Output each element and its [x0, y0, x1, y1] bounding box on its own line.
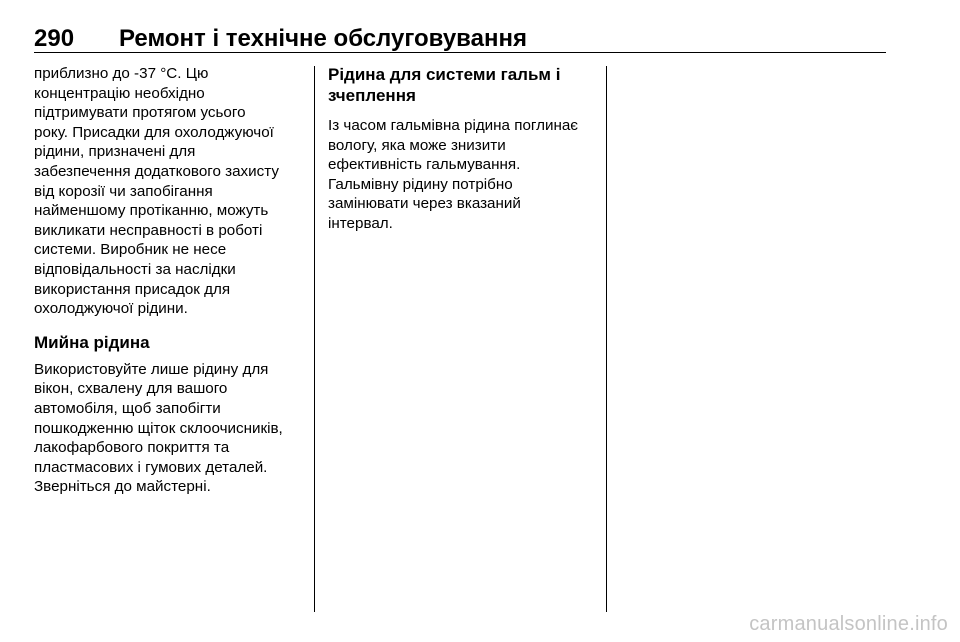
text-line: Зверніться до майстерні. [34, 478, 211, 496]
text-line: Використовуйте лише рідину для [34, 360, 269, 378]
text-line: інтервал. [328, 214, 393, 232]
text-line: ефективність гальмування. [328, 156, 521, 174]
page-header [34, 20, 886, 53]
page-number: 290 [34, 25, 75, 52]
text-line: найменшому протіканню, можуть [34, 202, 269, 220]
text-line: автомобіля, щоб запобігти [34, 399, 221, 417]
watermark: carmanualsonline.info [749, 613, 948, 635]
text-line: лакофарбового покриття та [34, 439, 230, 457]
brake-fluid-heading [328, 64, 596, 106]
heading-line: Рідина для системи гальм і [328, 65, 561, 84]
text-line: приблизно до -37 °C. Цю [34, 65, 209, 82]
coolant-continuation-paragraph [34, 64, 302, 319]
text-line: системи. Виробник не несе [34, 241, 227, 259]
text-column-middle [328, 64, 596, 234]
column-divider-right [606, 66, 607, 612]
text-line: підтримувати протягом усього [34, 104, 246, 122]
page-title: Ремонт і технічне обслуговування [119, 25, 527, 52]
heading-line: зчеплення [328, 86, 416, 105]
text-line: відповідальності за наслідки [34, 260, 236, 278]
washer-fluid-paragraph [34, 360, 302, 497]
text-line: пошкодженню щіток склоочисників, [34, 419, 283, 437]
text-line: року. Присадки для охолоджуючої [34, 123, 274, 141]
brake-fluid-paragraph [328, 116, 596, 234]
text-line: вологу, яка може знизити [328, 136, 506, 154]
text-line: Із часом гальмівна рідина поглинає [328, 117, 579, 134]
text-line: Гальмівну рідину потрібно [328, 175, 513, 193]
text-line: забезпечення додаткового захисту [34, 162, 279, 180]
text-line: концентрацію необхідно [34, 84, 205, 102]
text-line: викликати несправності в роботі [34, 221, 263, 239]
text-line: від корозії чи запобігання [34, 182, 213, 200]
washer-fluid-heading: Мийна рідина [34, 332, 150, 352]
text-line: вікон, схвалену для вашого [34, 380, 228, 398]
text-line: охолоджуючої рідини. [34, 300, 188, 318]
text-line: використання присадок для [34, 280, 231, 298]
text-line: пластмасових і гумових деталей. [34, 458, 268, 476]
column-divider-left [314, 66, 315, 612]
text-line: рідини, призначені для [34, 143, 196, 161]
text-column-left [34, 64, 302, 497]
text-line: замінювати через вказаний [328, 195, 521, 213]
